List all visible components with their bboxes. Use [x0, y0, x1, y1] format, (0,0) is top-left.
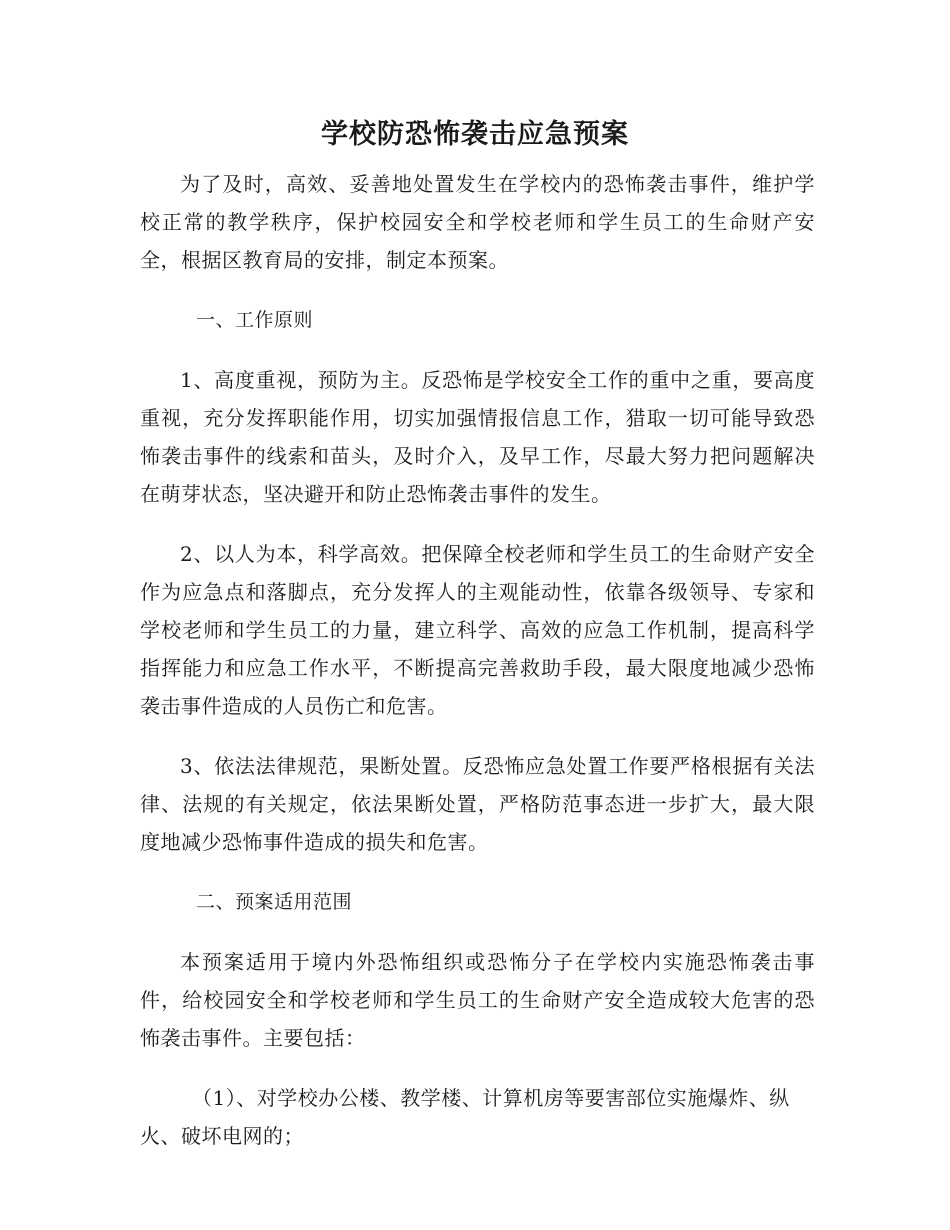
- section-heading-principles: 一、工作原则: [196, 309, 314, 331]
- document-title: 学校防恐怖袭击应急预案: [321, 119, 629, 150]
- intro-paragraph: 为了及时，高效、妥善地处置发生在学校内的恐怖袭击事件，维护学校正常的教学秩序，保护校园安全和学校老师和学生员工的生命财产安全，根据区教育局的安排，制定本预案。: [140, 172, 815, 272]
- principle-paragraph-1: 1、高度重视，预防为主。反恐怖是学校安全工作的重中之重，要高度重视，充分发挥职能作用，切实加强情报信息工作，猎取一切可能导致恐怖袭击事件的线索和苗头，及时介入，及早工作，尽最大努力把问题解决在萌芽状态，坚决避开和防止恐怖袭击事件的发生。: [140, 368, 815, 506]
- scope-list-item-1: （1）、对学校办公楼、教学楼、计算机房等要害部位实施爆炸、纵火、破坏电网的；: [140, 1086, 790, 1148]
- principle-paragraph-3: 3、依法法律规范，果断处置。反恐怖应急处置工作要严格根据有关法律、法规的有关规定，依法果断处置，严格防范事态进一步扩大，最大限度地减少恐怖事件造成的损失和危害。: [140, 754, 815, 854]
- principle-paragraph-2: 2、以人为本，科学高效。把保障全校老师和学生员工的生命财产安全作为应急点和落脚点，充分发挥人的主观能动性，依靠各级领导、专家和学校老师和学生员工的力量，建立科学、高效的应急工作机制，提高科学指挥能力和应急工作水平，不断提高完善救助手段，最大限度地减少恐怖袭击事件造成的人员伤亡和危害。: [140, 542, 815, 718]
- scope-paragraph: 本预案适用于境内外恐怖组织或恐怖分子在学校内实施恐怖袭击事件，给校园安全和学校老师和学生员工的生命财产安全造成较大危害的恐怖袭击事件。主要包括：: [140, 950, 815, 1050]
- section-heading-scope: 二、预案适用范围: [196, 891, 353, 913]
- document-body: [140, 165, 815, 1155]
